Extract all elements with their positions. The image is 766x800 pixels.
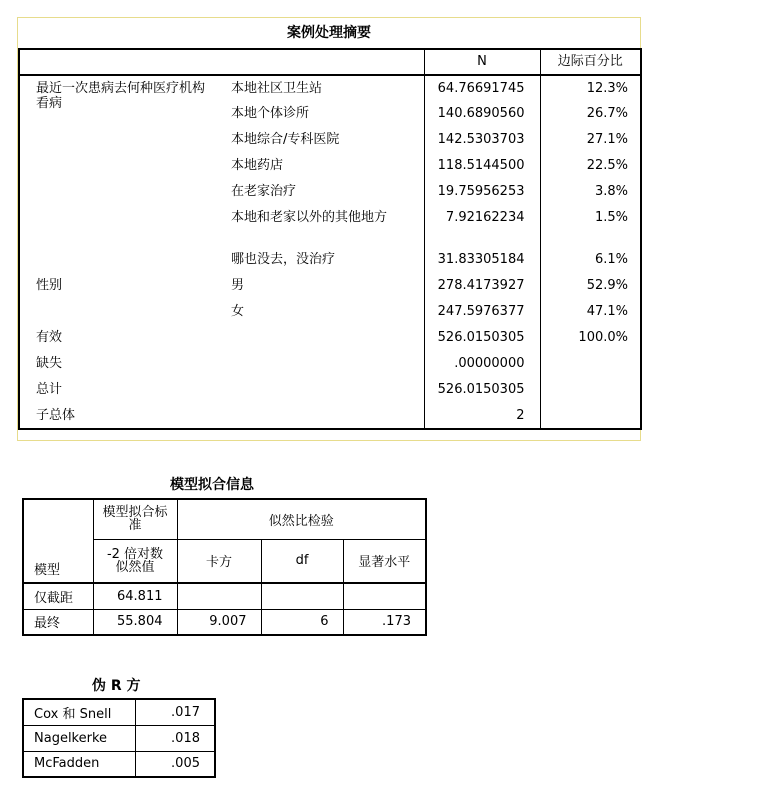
table-row: 本地和老家以外的其他地方 7.92162234 1.5% [19, 205, 641, 247]
table-row: 本地药店 118.5144500 22.5% [19, 153, 641, 179]
case-summary-panel [17, 17, 641, 441]
table-row: 最终 55.804 9.007 6 .173 [23, 609, 426, 635]
row-group-label: 最近一次患病去何种医疗机构看病 [19, 75, 225, 273]
table-row: 总计 526.0150305 [19, 377, 641, 403]
header-sig: 显著水平 [343, 539, 426, 583]
table-row: Cox 和 Snell .017 [23, 699, 215, 725]
table-row: 仅截距 64.811 [23, 583, 426, 609]
header-chi: 卡方 [177, 539, 261, 583]
table-header-row [19, 49, 641, 75]
table-row: 哪也没去，没治疗 31.83305184 6.1% [19, 247, 641, 273]
header-model: 模型 [23, 499, 93, 583]
case-summary-table [18, 48, 642, 430]
table-row: 在老家治疗 19.75956253 3.8% [19, 179, 641, 205]
case-summary-title: 案例处理摘要 [287, 25, 371, 41]
table-row: 性别 男 278.4173927 52.9% [19, 273, 641, 299]
model-fit-table [22, 498, 427, 636]
model-fit-title: 模型拟合信息 [170, 477, 254, 493]
table-row: McFadden .005 [23, 751, 215, 777]
table-row: 子总体 2 [19, 403, 641, 429]
table-row: 最近一次患病去何种医疗机构看病 本地社区卫生站 64.76691745 12.3% [19, 75, 641, 101]
col-header-n: N [424, 49, 540, 75]
pseudo-r2-table [22, 698, 216, 778]
col-header-pct: 边际百分比 [540, 49, 641, 75]
table-row: 缺失 .00000000 [19, 351, 641, 377]
table-row: Nagelkerke .018 [23, 725, 215, 751]
table-row: 女 247.5976377 47.1% [19, 299, 641, 325]
header-2ll: -2 倍对数似然值 [93, 539, 177, 583]
header-df: df [261, 539, 343, 583]
header-lr-test: 似然比检验 [177, 499, 426, 539]
row-group-label: 性别 [19, 273, 225, 325]
table-row: 有效 526.0150305 100.0% [19, 325, 641, 351]
table-row: 本地综合/专科医院 142.5303703 27.1% [19, 127, 641, 153]
table-row: 本地个体诊所 140.6890560 26.7% [19, 101, 641, 127]
pseudo-r2-title: 伪 R 方 [92, 678, 141, 694]
header-criteria: 模型拟合标准 [93, 499, 177, 539]
